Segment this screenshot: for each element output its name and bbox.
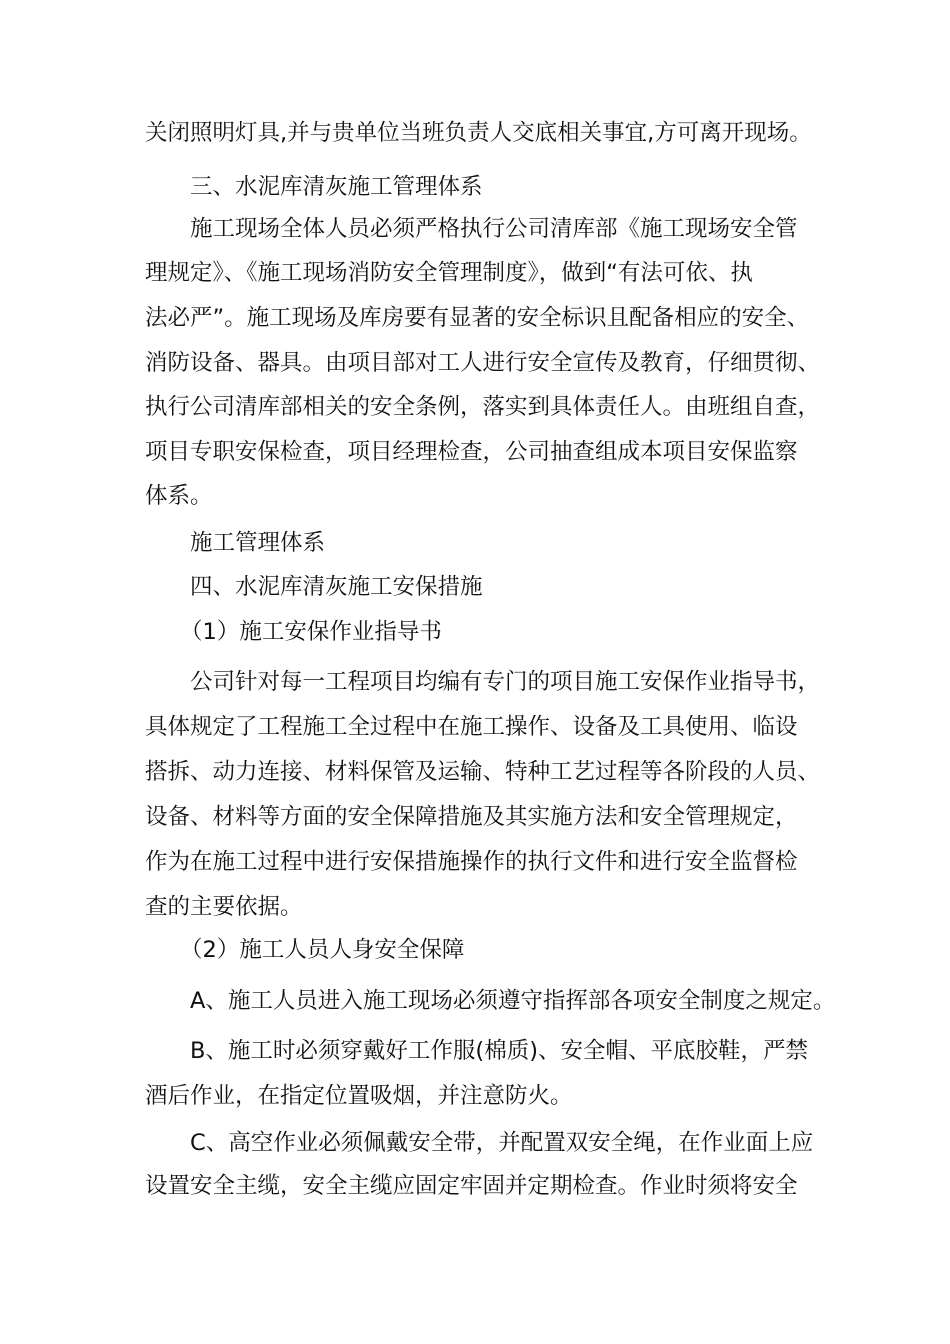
item-heading-2: （2）施工人员人身安全保障 <box>180 937 465 963</box>
paragraph-line: 设置安全主缆，安全主缆应固定牢固并定期检查。作业时须将安全 <box>145 1173 798 1199</box>
paragraph-line: 具体规定了工程施工全过程中在施工操作、设备及工具使用、临设 <box>145 714 798 740</box>
paragraph-line: 酒后作业，在指定位置吸烟，并注意防火。 <box>145 1083 573 1109</box>
paragraph-line: 作为在施工过程中进行安保措施操作的执行文件和进行安全监督检 <box>145 849 798 875</box>
paragraph-line: 法必严”。施工现场及库房要有显著的安全标识且配备相应的安全、 <box>145 305 810 331</box>
paragraph-line: 理规定》、《施工现场消防安全管理制度》，做到“有法可依、执 <box>145 260 753 286</box>
paragraph-line: 设备、材料等方面的安全保障措施及其实施方法和安全管理规定， <box>145 804 798 830</box>
paragraph-line: 搭拆、动力连接、材料保管及运输、特种工艺过程等各阶段的人员、 <box>145 759 821 785</box>
paragraph-line: 执行公司清库部相关的安全条例，落实到具体责任人。由班组自查， <box>145 394 821 420</box>
sub-heading: 施工管理体系 <box>190 530 326 556</box>
paragraph-line: C、高空作业必须佩戴安全带，并配置双安全绳，在作业面上应 <box>190 1130 814 1156</box>
paragraph-line: B、施工时必须穿戴好工作服(棉质)、安全帽、平底胶鞋，严禁 <box>190 1038 808 1064</box>
paragraph-line: 施工现场全体人员必须严格执行公司清库部《施工现场安全管 <box>190 216 798 242</box>
paragraph-line: 体系。 <box>145 483 213 509</box>
section-heading-3: 三、水泥库清灰施工管理体系 <box>190 174 483 200</box>
section-heading-4: 四、水泥库清灰施工安保措施 <box>190 574 483 600</box>
item-heading-1: （1）施工安保作业指导书 <box>180 619 442 645</box>
paragraph-line: 关闭照明灯具,并与贵单位当班负责人交底相关事宜,方可离开现场。 <box>145 120 812 146</box>
paragraph-line: 项目专职安保检查，项目经理检查，公司抽查组成本项目安保监察 <box>145 439 798 465</box>
paragraph-line: A、施工人员进入施工现场必须遵守指挥部各项安全制度之规定。 <box>190 988 836 1014</box>
paragraph-line: 查的主要依据。 <box>145 894 303 920</box>
paragraph-line: 公司针对每一工程项目均编有专门的项目施工安保作业指导书， <box>190 669 821 695</box>
paragraph-line: 消防设备、器具。由项目部对工人进行安全宣传及教育，仔细贯彻、 <box>145 350 821 376</box>
